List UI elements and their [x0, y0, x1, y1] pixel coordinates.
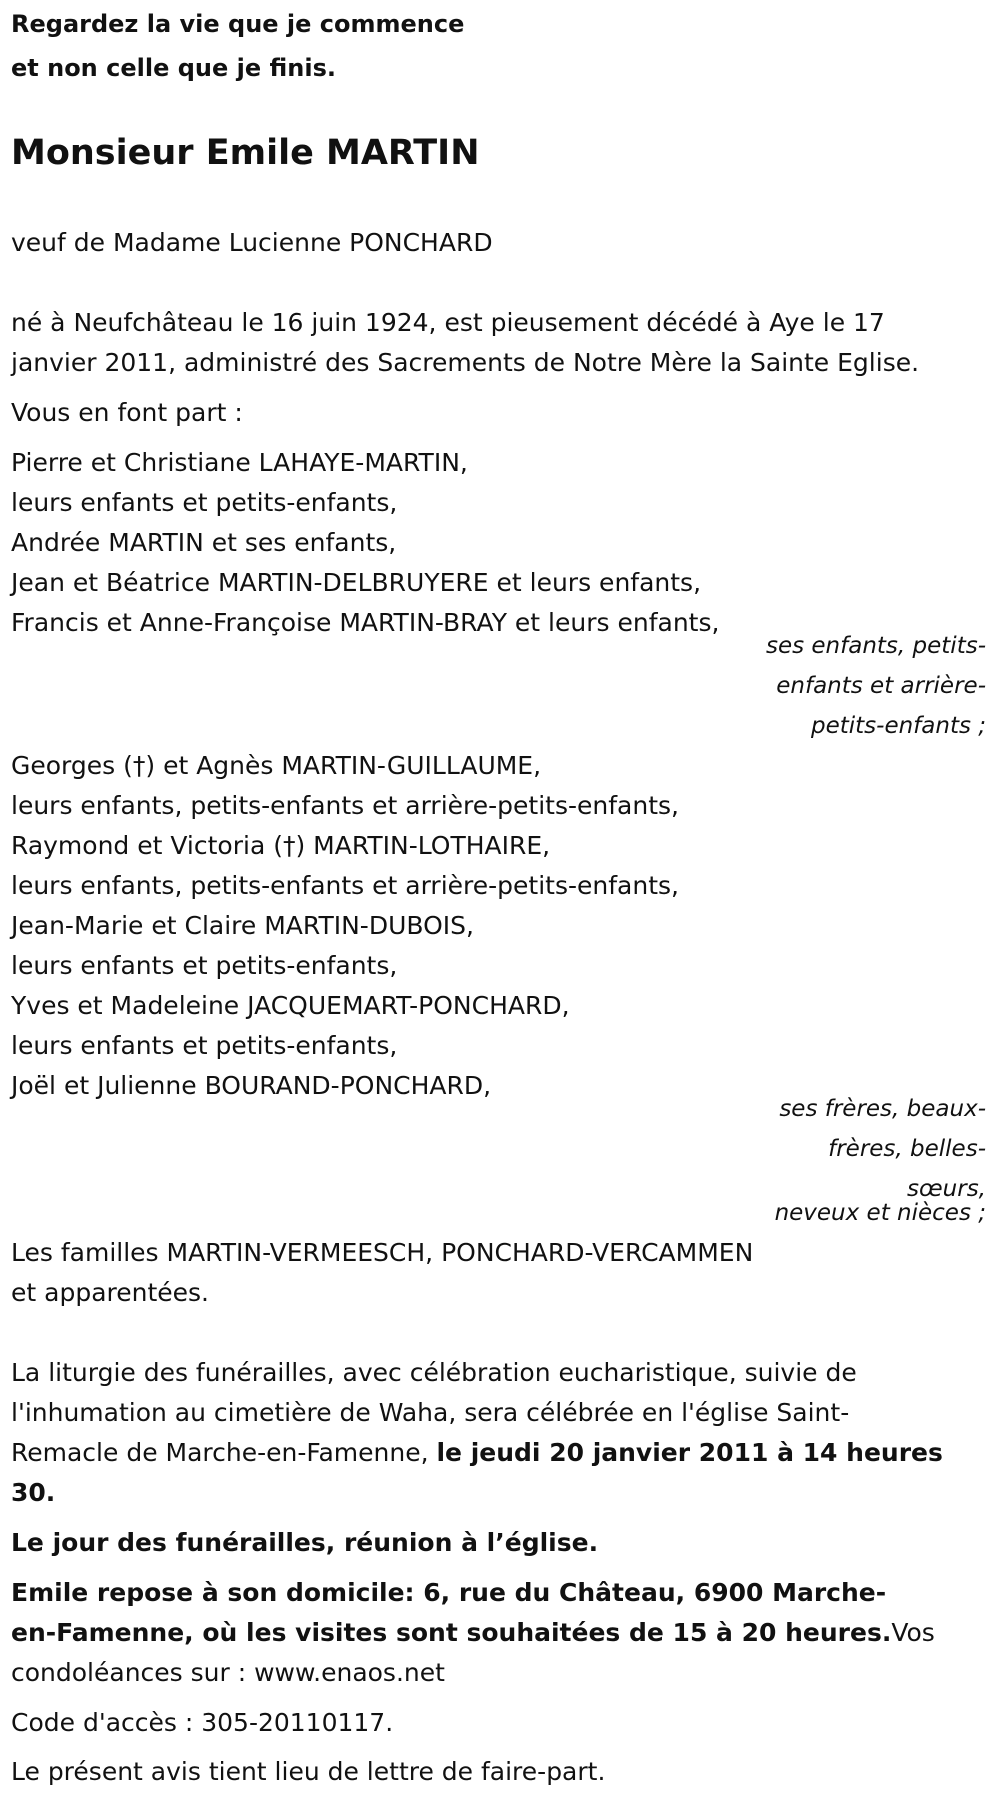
group2-line-9: Joël et Julienne BOURAND-PONCHARD, — [11, 1071, 492, 1100]
reunion-line: Le jour des funérailles, réunion à l’église. — [11, 1528, 599, 1557]
group1-line-3: Andrée MARTIN et ses enfants, — [11, 528, 397, 557]
group1-label-2: enfants et arrière- — [776, 673, 986, 699]
liturgy-line-2: l'inhumation au cimetière de Waha, sera célébrée en l'église Saint- — [11, 1398, 850, 1427]
group2-line-5: Jean-Marie et Claire MARTIN-DUBOIS, — [11, 911, 474, 940]
funeral-date: le jeudi 20 janvier 2011 à 14 heures — [436, 1438, 943, 1467]
group2-label-1: ses frères, beaux- — [779, 1096, 986, 1122]
birth-death-line-2: janvier 2011, administré des Sacrements de Notre Mère la Sainte Eglise. — [11, 348, 920, 377]
group2-line-1: Georges (†) et Agnès MARTIN-GUILLAUME, — [11, 751, 542, 780]
group2-label-2: frères, belles- — [828, 1136, 986, 1162]
intro-line: Vous en font part : — [11, 398, 243, 427]
group1-line-5: Francis et Anne-Françoise MARTIN-BRAY et leurs enfants, — [11, 608, 720, 637]
condolences-line: condoléances sur : www.enaos.net — [11, 1658, 445, 1687]
group2-line-2: leurs enfants, petits-enfants et arrière-petits-enfants, — [11, 791, 679, 820]
group1-line-2: leurs enfants et petits-enfants, — [11, 488, 398, 517]
group2-label-3: sœurs, — [907, 1176, 986, 1202]
families-line-2: et apparentées. — [11, 1278, 209, 1307]
group2-line-6: leurs enfants et petits-enfants, — [11, 951, 398, 980]
widower-line: veuf de Madame Lucienne PONCHARD — [11, 228, 493, 257]
repose-line-2-bold: en-Famenne, où les visites sont souhaitées de 15 à 20 heures. — [11, 1618, 892, 1647]
liturgy-line-3-text: Remacle de Marche-en-Famenne, — [11, 1438, 437, 1467]
quote-line-1: Regardez la vie que je commence — [11, 10, 465, 38]
group2-line-7: Yves et Madeleine JACQUEMART-PONCHARD, — [11, 991, 570, 1020]
repose-line-2 — [11, 1613, 935, 1653]
quote-line-2: et non celle que je finis. — [11, 54, 336, 82]
group1-label-1: ses enfants, petits- — [765, 633, 986, 659]
repose-line-2-tail: Vos — [891, 1618, 935, 1647]
group2-line-3: Raymond et Victoria (†) MARTIN-LOTHAIRE, — [11, 831, 551, 860]
repose-line-1: Emile repose à son domicile: 6, rue du Château, 6900 Marche- — [11, 1578, 887, 1607]
liturgy-line-3 — [11, 1433, 943, 1473]
group1-line-4: Jean et Béatrice MARTIN-DELBRUYERE et leurs enfants, — [11, 568, 702, 597]
group2-label-4: neveux et nièces ; — [774, 1200, 986, 1226]
group1-line-1: Pierre et Christiane LAHAYE-MARTIN, — [11, 448, 468, 477]
liturgy-line-1: La liturgie des funérailles, avec célébration eucharistique, suivie de — [11, 1358, 857, 1387]
access-code: Code d'accès : 305-20110117. — [11, 1708, 394, 1737]
families-line-1: Les familles MARTIN-VERMEESCH, PONCHARD-VERCAMMEN — [11, 1238, 754, 1267]
group2-line-4: leurs enfants, petits-enfants et arrière-petits-enfants, — [11, 871, 679, 900]
page-title: Monsieur Emile MARTIN — [11, 133, 480, 173]
birth-death-line-1: né à Neufchâteau le 16 juin 1924, est pieusement décédé à Aye le 17 — [11, 308, 885, 337]
group1-label-3: petits-enfants ; — [810, 713, 986, 739]
funeral-time-suffix: 30. — [11, 1478, 56, 1507]
closing-line: Le présent avis tient lieu de lettre de faire-part. — [11, 1757, 606, 1786]
group2-line-8: leurs enfants et petits-enfants, — [11, 1031, 398, 1060]
